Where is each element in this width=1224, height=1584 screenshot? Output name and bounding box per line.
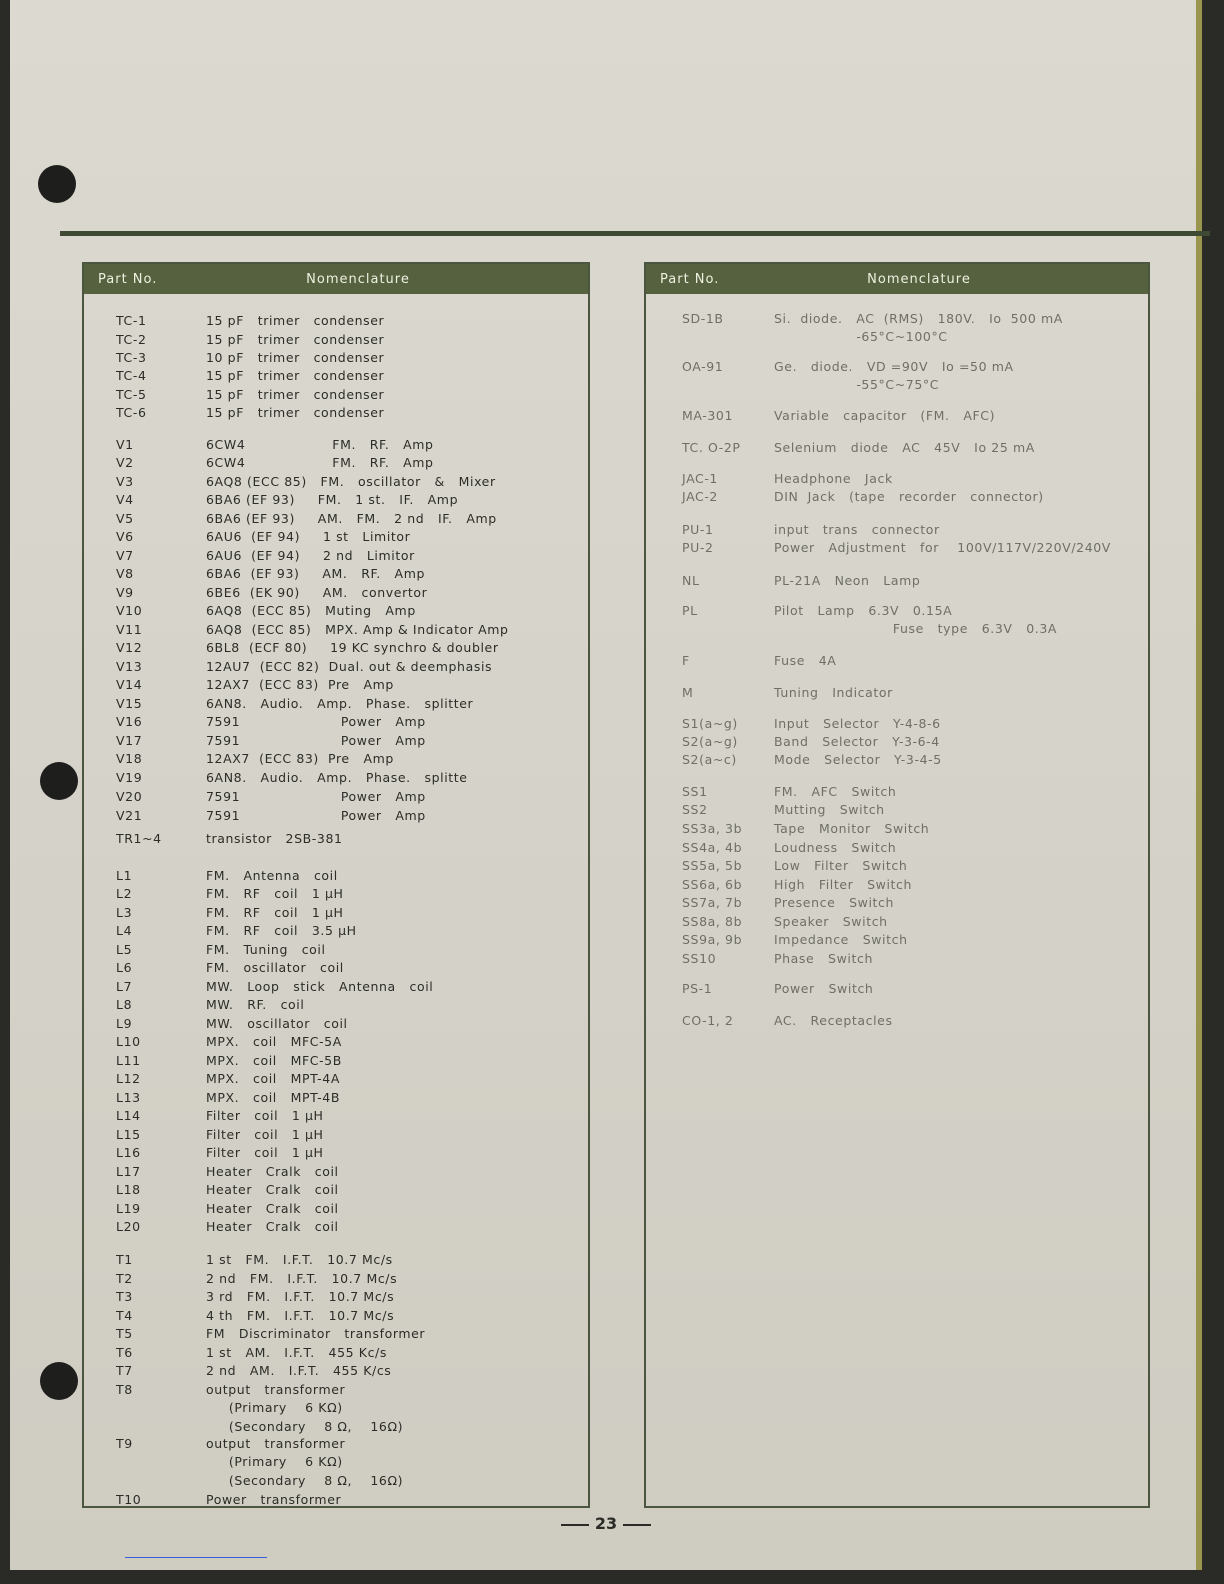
nomenclature-cell: Heater Cralk coil <box>206 1201 339 1216</box>
nomenclature-cell: FM. Tuning coil <box>206 942 326 957</box>
part-number-cell: L13 <box>116 1090 141 1105</box>
nomenclature-cell: 7591 Power Amp <box>206 714 426 729</box>
nomenclature-cell: Mode Selector Y-3-4-5 <box>774 752 942 767</box>
table-row <box>84 639 588 657</box>
part-number-cell: L15 <box>116 1127 141 1142</box>
nomenclature-cell: Filter coil 1 μH <box>206 1108 324 1123</box>
table-row <box>84 491 588 509</box>
part-number-cell: NL <box>682 573 700 588</box>
nomenclature-cell: Fuse 4A <box>774 653 837 668</box>
part-number-cell: SS2 <box>682 802 708 817</box>
part-number-cell: SD-1B <box>682 311 724 326</box>
table-row <box>84 769 588 787</box>
underline-mark <box>125 1557 267 1558</box>
table-row <box>84 1362 588 1380</box>
part-number-cell: T4 <box>116 1308 133 1323</box>
table-row <box>646 801 1148 819</box>
nomenclature-cell: Heater Cralk coil <box>206 1164 339 1179</box>
punch-hole <box>40 762 78 800</box>
part-number-cell: V11 <box>116 622 143 637</box>
table-row <box>84 547 588 565</box>
table-row <box>84 1399 588 1417</box>
part-number-cell <box>84 1399 206 1417</box>
part-number-cell: SS9a, 9b <box>682 932 743 947</box>
table-row <box>646 652 1148 670</box>
nomenclature-cell: Input Selector Y-4-8-6 <box>774 716 941 731</box>
part-number-cell: L17 <box>116 1164 141 1179</box>
part-number-cell: TC-3 <box>116 350 147 365</box>
table-row <box>84 676 588 694</box>
table-row <box>646 950 1148 968</box>
page-number: 23 <box>10 1514 1202 1533</box>
table-row <box>84 695 588 713</box>
table-row <box>84 658 588 676</box>
nomenclature-cell: 6BE6 (EK 90) AM. convertor <box>206 585 428 600</box>
part-number-cell: L8 <box>116 997 133 1012</box>
part-number-cell: S2(a~g) <box>682 734 738 749</box>
part-number-cell: T1 <box>116 1252 133 1267</box>
nomenclature-cell: 15 pF trimer condenser <box>206 313 385 328</box>
table-row <box>646 328 1148 346</box>
table-row <box>646 931 1148 949</box>
nomenclature-cell: MPX. coil MPT-4A <box>206 1071 340 1086</box>
nomenclature-cell: FM. oscillator coil <box>206 960 344 975</box>
nomenclature-cell: 6BA6 (EF 93) AM. FM. 2 nd IF. Amp <box>206 511 497 526</box>
nomenclature-cell: 6AN8. Audio. Amp. Phase. splitter <box>206 696 474 711</box>
nomenclature-cell: 7591 Power Amp <box>206 808 426 823</box>
table-row <box>646 820 1148 838</box>
table-row <box>646 894 1148 912</box>
part-number-cell: F <box>682 653 690 668</box>
table-row <box>646 470 1148 488</box>
table-row <box>84 349 588 367</box>
table-row <box>84 750 588 768</box>
part-number-cell: L10 <box>116 1034 141 1049</box>
nomenclature-cell: AC. Receptacles <box>774 1013 893 1028</box>
manual-page <box>10 0 1202 1570</box>
table-row <box>84 1200 588 1218</box>
table-row <box>84 1344 588 1362</box>
part-number-cell: SS5a, 5b <box>682 858 743 873</box>
part-number-cell: V4 <box>116 492 134 507</box>
part-number-cell <box>646 328 774 346</box>
table-row <box>84 922 588 940</box>
nomenclature-cell: DIN Jack (tape recorder connector) <box>774 489 1044 504</box>
table-row <box>84 1288 588 1306</box>
part-number-cell: TC-4 <box>116 368 147 383</box>
table-row <box>646 715 1148 733</box>
table-row <box>84 1270 588 1288</box>
part-number-cell: SS7a, 7b <box>682 895 743 910</box>
part-number-cell: T10 <box>116 1492 142 1507</box>
table-row <box>84 1251 588 1269</box>
part-number-cell: L14 <box>116 1108 141 1123</box>
part-number-cell <box>84 1453 206 1471</box>
part-number-cell: SS6a, 6b <box>682 877 743 892</box>
table-row <box>84 1381 588 1399</box>
nomenclature-cell: 7591 Power Amp <box>206 733 426 748</box>
part-number-cell: V15 <box>116 696 143 711</box>
table-row <box>84 1107 588 1125</box>
nomenclature-cell: 6AU6 (EF 94) 2 nd Limitor <box>206 548 415 563</box>
part-number-cell: T7 <box>116 1363 133 1378</box>
part-number-cell: V7 <box>116 548 134 563</box>
part-number-cell: T6 <box>116 1345 133 1360</box>
nomenclature-cell: 6AQ8 (ECC 85) MPX. Amp & Indicator Amp <box>206 622 509 637</box>
nomenclature-cell: Si. diode. AC (RMS) 180V. Io 500 mA <box>774 311 1063 326</box>
nomenclature-cell: PL-21A Neon Lamp <box>774 573 921 588</box>
nomenclature-cell: transistor 2SB-381 <box>206 831 343 846</box>
part-number-cell: MA-301 <box>682 408 734 423</box>
part-number-cell: M <box>682 685 694 700</box>
nomenclature-cell: MW. Loop stick Antenna coil <box>206 979 434 994</box>
table-row <box>84 454 588 472</box>
nomenclature-cell: Selenium diode AC 45V Io 25 mA <box>774 440 1035 455</box>
nomenclature-cell: 3 rd FM. I.F.T. 10.7 Mc/s <box>206 1289 395 1304</box>
nomenclature-cell: 15 pF trimer condenser <box>206 387 385 402</box>
table-row <box>84 1033 588 1051</box>
part-number-cell <box>84 1472 206 1490</box>
part-number-cell: V16 <box>116 714 143 729</box>
table-row <box>646 602 1148 620</box>
table-row <box>84 1472 588 1490</box>
header-nomenclature: Nomenclature <box>306 271 410 287</box>
nomenclature-cell: Loudness Switch <box>774 840 897 855</box>
part-number-cell: TC-5 <box>116 387 147 402</box>
table-row <box>646 358 1148 376</box>
table-row <box>84 510 588 528</box>
part-number-cell: SS1 <box>682 784 708 799</box>
table-row <box>84 978 588 996</box>
table-row <box>646 310 1148 328</box>
part-number-cell: V5 <box>116 511 134 526</box>
nomenclature-cell: 12AU7 (ECC 82) Dual. out & deemphasis <box>206 659 493 674</box>
table-row <box>84 1163 588 1181</box>
table-row <box>646 733 1148 751</box>
nomenclature-cell: Power Adjustment for 100V/117V/220V/240V <box>774 540 1111 555</box>
part-number-cell: L12 <box>116 1071 141 1086</box>
nomenclature-cell: Power Switch <box>774 981 874 996</box>
divider-line <box>60 231 1210 236</box>
table-row <box>84 1418 588 1436</box>
part-number-cell: JAC-2 <box>682 489 718 504</box>
table-row <box>84 565 588 583</box>
table-row <box>646 539 1148 557</box>
part-number-cell: V9 <box>116 585 134 600</box>
nomenclature-cell: Heater Cralk coil <box>206 1182 339 1197</box>
part-number-cell: T9 <box>116 1436 133 1451</box>
part-number-cell: PU-2 <box>682 540 714 555</box>
header-part-no: Part No. <box>98 271 158 287</box>
part-number-cell: V8 <box>116 566 134 581</box>
nomenclature-cell: 1 st AM. I.F.T. 455 Kc/s <box>206 1345 387 1360</box>
nomenclature-cell: 6AN8. Audio. Amp. Phase. splitte <box>206 770 468 785</box>
table-row <box>84 732 588 750</box>
header-nomenclature: Nomenclature <box>867 271 971 287</box>
nomenclature-cell: 15 pF trimer condenser <box>206 332 385 347</box>
table-row <box>84 1491 588 1509</box>
table-row <box>646 572 1148 590</box>
part-number-cell: L18 <box>116 1182 141 1197</box>
table-row <box>84 1089 588 1107</box>
nomenclature-cell: Speaker Switch <box>774 914 888 929</box>
nomenclature-cell: Tape Monitor Switch <box>774 821 930 836</box>
table-row <box>84 584 588 602</box>
nomenclature-cell: -65°C~100°C <box>774 329 948 344</box>
nomenclature-cell: MPX. coil MFC-5B <box>206 1053 342 1068</box>
table-row <box>84 1052 588 1070</box>
nomenclature-cell: 12AX7 (ECC 83) Pre Amp <box>206 751 394 766</box>
table-row <box>646 1012 1148 1030</box>
table-row <box>646 620 1148 638</box>
nomenclature-cell: FM. Antenna coil <box>206 868 338 883</box>
nomenclature-cell: input trans connector <box>774 522 940 537</box>
part-number-cell: CO-1, 2 <box>682 1013 734 1028</box>
part-number-cell: V17 <box>116 733 143 748</box>
nomenclature-cell: 1 st FM. I.F.T. 10.7 Mc/s <box>206 1252 393 1267</box>
table-row <box>646 876 1148 894</box>
nomenclature-cell: Heater Cralk coil <box>206 1219 339 1234</box>
punch-hole <box>40 1362 78 1400</box>
nomenclature-cell: (Secondary 8 Ω, 16Ω) <box>206 1473 404 1488</box>
part-number-cell: T5 <box>116 1326 133 1341</box>
table-row <box>646 980 1148 998</box>
table-row <box>84 473 588 491</box>
table-row <box>84 404 588 422</box>
nomenclature-cell: MW. RF. coil <box>206 997 305 1012</box>
table-row <box>84 830 588 848</box>
part-number-cell: S1(a~g) <box>682 716 738 731</box>
part-number-cell: V13 <box>116 659 143 674</box>
part-number-cell: L6 <box>116 960 133 975</box>
table-row <box>646 488 1148 506</box>
table-row <box>84 885 588 903</box>
nomenclature-cell: 12AX7 (ECC 83) Pre Amp <box>206 677 394 692</box>
part-number-cell: TR1~4 <box>116 831 162 846</box>
table-header <box>84 264 588 294</box>
part-number-cell: TC-6 <box>116 405 147 420</box>
nomenclature-cell: 2 nd FM. I.F.T. 10.7 Mc/s <box>206 1271 398 1286</box>
part-number-cell: V12 <box>116 640 143 655</box>
punch-hole <box>38 165 76 203</box>
nomenclature-cell: (Primary 6 KΩ) <box>206 1400 343 1415</box>
table-row <box>84 331 588 349</box>
part-number-cell: L5 <box>116 942 133 957</box>
nomenclature-cell: MW. oscillator coil <box>206 1016 348 1031</box>
nomenclature-cell: 2 nd AM. I.F.T. 455 K/cs <box>206 1363 392 1378</box>
part-number-cell <box>646 620 774 638</box>
nomenclature-cell: Power transformer <box>206 1492 342 1507</box>
nomenclature-cell: FM Discriminator transformer <box>206 1326 426 1341</box>
table-row <box>84 807 588 825</box>
nomenclature-cell: Phase Switch <box>774 951 873 966</box>
nomenclature-cell: Filter coil 1 μH <box>206 1145 324 1160</box>
nomenclature-cell: 6AQ8 (ECC 85) FM. oscillator & Mixer <box>206 474 496 489</box>
part-number-cell: L9 <box>116 1016 133 1031</box>
part-number-cell: L16 <box>116 1145 141 1160</box>
nomenclature-cell: (Secondary 8 Ω, 16Ω) <box>206 1419 404 1434</box>
nomenclature-cell: 15 pF trimer condenser <box>206 368 385 383</box>
nomenclature-cell: Mutting Switch <box>774 802 885 817</box>
nomenclature-cell: Headphone Jack <box>774 471 893 486</box>
part-number-cell: V1 <box>116 437 134 452</box>
part-number-cell: TC. O-2P <box>682 440 741 455</box>
parts-table-right <box>644 262 1150 1508</box>
part-number-cell: S2(a~c) <box>682 752 737 767</box>
table-row <box>84 788 588 806</box>
part-number-cell: L19 <box>116 1201 141 1216</box>
table-row <box>84 1181 588 1199</box>
nomenclature-cell: FM. RF coil 1 μH <box>206 905 344 920</box>
nomenclature-cell: FM. AFC Switch <box>774 784 897 799</box>
nomenclature-cell: Tuning Indicator <box>774 685 893 700</box>
table-row <box>84 386 588 404</box>
table-row <box>84 1307 588 1325</box>
nomenclature-cell: Low Filter Switch <box>774 858 908 873</box>
part-number-cell: V14 <box>116 677 143 692</box>
nomenclature-cell: Pilot Lamp 6.3V 0.15A <box>774 603 953 618</box>
table-row <box>84 312 588 330</box>
nomenclature-cell: 6BA6 (EF 93) FM. 1 st. IF. Amp <box>206 492 459 507</box>
nomenclature-cell: Band Selector Y-3-6-4 <box>774 734 940 749</box>
table-row <box>84 941 588 959</box>
nomenclature-cell: output transformer <box>206 1382 346 1397</box>
nomenclature-cell: MPX. coil MFC-5A <box>206 1034 342 1049</box>
nomenclature-cell: 15 pF trimer condenser <box>206 405 385 420</box>
nomenclature-cell: -55°C~75°C <box>774 377 940 392</box>
nomenclature-cell: Presence Switch <box>774 895 895 910</box>
table-row <box>84 1218 588 1236</box>
table-row <box>84 1144 588 1162</box>
part-number-cell: OA-91 <box>682 359 724 374</box>
part-number-cell: L1 <box>116 868 133 883</box>
table-row <box>646 376 1148 394</box>
nomenclature-cell: (Primary 6 KΩ) <box>206 1454 343 1469</box>
table-row <box>646 913 1148 931</box>
part-number-cell: L3 <box>116 905 133 920</box>
part-number-cell: SS8a, 8b <box>682 914 743 929</box>
table-row <box>646 407 1148 425</box>
part-number-cell: L11 <box>116 1053 141 1068</box>
part-number-cell: L20 <box>116 1219 141 1234</box>
part-number-cell: SS10 <box>682 951 717 966</box>
part-number-cell: V20 <box>116 789 143 804</box>
part-number-cell: V3 <box>116 474 134 489</box>
table-row <box>84 1325 588 1343</box>
table-row <box>84 996 588 1014</box>
nomenclature-cell: Fuse type 6.3V 0.3A <box>774 621 1058 636</box>
part-number-cell: L4 <box>116 923 133 938</box>
nomenclature-cell: FM. RF coil 1 μH <box>206 886 344 901</box>
part-number-cell: JAC-1 <box>682 471 718 486</box>
table-row <box>646 439 1148 457</box>
table-row <box>84 1435 588 1453</box>
part-number-cell: PL <box>682 603 698 618</box>
header-part-no: Part No. <box>660 271 720 287</box>
table-row <box>84 528 588 546</box>
table-row <box>84 1070 588 1088</box>
nomenclature-cell: 6BL8 (ECF 80) 19 KC synchro & doubler <box>206 640 499 655</box>
part-number-cell: T2 <box>116 1271 133 1286</box>
nomenclature-cell: Variable capacitor (FM. AFC) <box>774 408 996 423</box>
part-number-cell <box>646 376 774 394</box>
nomenclature-cell: 10 pF trimer condenser <box>206 350 385 365</box>
nomenclature-cell: Ge. diode. VD =90V Io =50 mA <box>774 359 1014 374</box>
table-row <box>84 1453 588 1471</box>
part-number-cell: T3 <box>116 1289 133 1304</box>
table-row <box>84 959 588 977</box>
nomenclature-cell: output transformer <box>206 1436 346 1451</box>
part-number-cell: L7 <box>116 979 133 994</box>
part-number-cell: T8 <box>116 1382 133 1397</box>
nomenclature-cell: 6CW4 FM. RF. Amp <box>206 455 434 470</box>
nomenclature-cell: 6CW4 FM. RF. Amp <box>206 437 434 452</box>
nomenclature-cell: High Filter Switch <box>774 877 913 892</box>
part-number-cell: V2 <box>116 455 134 470</box>
part-number-cell: SS3a, 3b <box>682 821 743 836</box>
part-number-cell: PU-1 <box>682 522 714 537</box>
part-number-cell: TC-1 <box>116 313 147 328</box>
nomenclature-cell: 6AQ8 (ECC 85) Muting Amp <box>206 603 416 618</box>
table-row <box>646 783 1148 801</box>
nomenclature-cell: 6BA6 (EF 93) AM. RF. Amp <box>206 566 426 581</box>
nomenclature-cell: Impedance Switch <box>774 932 908 947</box>
table-row <box>84 602 588 620</box>
part-number-cell: SS4a, 4b <box>682 840 743 855</box>
table-row <box>84 367 588 385</box>
part-number-cell: V18 <box>116 751 143 766</box>
nomenclature-cell: 7591 Power Amp <box>206 789 426 804</box>
part-number-cell: V19 <box>116 770 143 785</box>
table-row <box>84 713 588 731</box>
table-row <box>84 1126 588 1144</box>
nomenclature-cell: 6AU6 (EF 94) 1 st Limitor <box>206 529 411 544</box>
nomenclature-cell: MPX. coil MPT-4B <box>206 1090 341 1105</box>
part-number-cell: L2 <box>116 886 133 901</box>
part-number-cell <box>84 1418 206 1436</box>
table-row <box>84 436 588 454</box>
table-row <box>84 621 588 639</box>
nomenclature-cell: 4 th FM. I.F.T. 10.7 Mc/s <box>206 1308 395 1323</box>
nomenclature-cell: FM. RF coil 3.5 μH <box>206 923 357 938</box>
table-row <box>646 839 1148 857</box>
table-row <box>84 867 588 885</box>
table-header <box>646 264 1148 294</box>
table-row <box>646 857 1148 875</box>
part-number-cell: V21 <box>116 808 143 823</box>
table-row <box>646 751 1148 769</box>
table-row <box>646 521 1148 539</box>
table-row <box>646 684 1148 702</box>
nomenclature-cell: Filter coil 1 μH <box>206 1127 324 1142</box>
table-row <box>84 904 588 922</box>
part-number-cell: PS-1 <box>682 981 713 996</box>
part-number-cell: V6 <box>116 529 134 544</box>
part-number-cell: TC-2 <box>116 332 147 347</box>
table-row <box>84 1015 588 1033</box>
part-number-cell: V10 <box>116 603 143 618</box>
parts-table-left <box>82 262 590 1508</box>
